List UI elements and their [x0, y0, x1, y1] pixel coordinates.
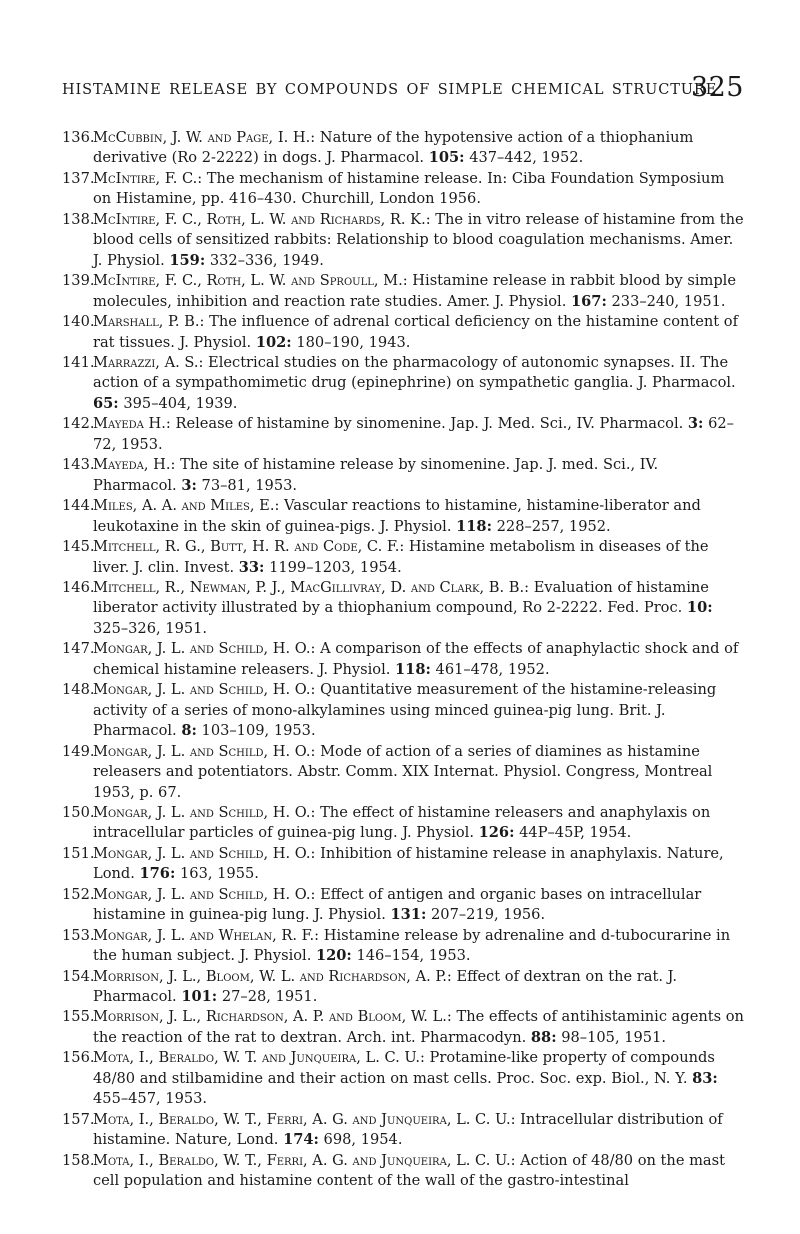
- reference-pages: 27–28, 1951.: [217, 988, 318, 1006]
- reference-pages: 461–478, 1952.: [430, 660, 550, 678]
- reference-text: Histamine release by adrenaline and d-tubocurarine in the human subject. J. Physiol.: [93, 926, 731, 965]
- reference-entry: [62, 885, 744, 926]
- reference-volume: 176:: [139, 865, 176, 883]
- reference-authors: Mongar, J. L. and Schild, H. O.:: [93, 742, 316, 760]
- reference-text: Quantitative measurement of the histamine-releasing activity of a series of mono-alkylamines using minced guinea-pig lung. Brit. J. Pharmacol.: [93, 681, 717, 740]
- reference-text: Histamine metabolism in diseases of the liver. J. clin. Invest.: [93, 538, 709, 576]
- reference-pages: 163, 1955.: [175, 865, 259, 883]
- reference-pages: 146–154, 1953.: [351, 947, 471, 965]
- reference-entry: [62, 1151, 744, 1192]
- reference-list: [62, 128, 744, 1192]
- reference-number: 157.: [62, 1110, 95, 1128]
- reference-entry: [62, 803, 744, 844]
- reference-authors: Mayeda H.:: [93, 415, 171, 433]
- reference-entry: [62, 967, 744, 1008]
- reference-text: A comparison of the effects of anaphylactic shock and of chemical histamine releasers. J. Physiol.: [93, 640, 739, 678]
- reference-pages: 698, 1954.: [318, 1131, 403, 1149]
- reference-text: Nature of the hypotensive action of a thiophanium derivative (Ro 2-2222) in dogs. J. Pharmacol.: [93, 129, 694, 167]
- reference-entry: [62, 1007, 744, 1048]
- reference-text: The site of histamine release by sinomenine. Jap. J. med. Sci., IV. Pharmacol.: [93, 456, 659, 494]
- reference-pages: 44P–45P, 1954.: [514, 824, 632, 842]
- reference-pages: 437–442, 1952.: [464, 149, 584, 167]
- reference-authors: Marrazzi, A. S.:: [93, 353, 204, 371]
- reference-authors: McIntire, F. C., Roth, L. W. and Sproull, M.:: [93, 272, 408, 290]
- running-title: HISTAMINE RELEASE BY COMPOUNDS OF SIMPLE CHEMICAL STRUCTURE: [62, 82, 718, 98]
- reference-text: Vascular reactions to histamine, histamine-liberator and leukotaxine in the skin of guinea-pigs. J. Physiol.: [93, 497, 701, 535]
- reference-number: 158.: [62, 1151, 95, 1169]
- reference-volume: 131:: [390, 906, 427, 924]
- reference-entry: [62, 353, 744, 414]
- reference-number: 155.: [62, 1008, 95, 1026]
- reference-entry: [62, 414, 744, 455]
- reference-authors: Mongar, J. L. and Schild, H. O.:: [93, 640, 316, 658]
- reference-number: 153.: [62, 926, 95, 944]
- running-header: [62, 72, 744, 108]
- reference-pages: 103–109, 1953.: [196, 722, 316, 740]
- reference-number: 145.: [62, 538, 95, 556]
- reference-authors: Mongar, J. L. and Schild, H. O.:: [93, 885, 316, 903]
- reference-authors: Mota, I., Beraldo, W. T., Ferri, A. G. and Junqueira, L. C. U.:: [93, 1110, 516, 1128]
- reference-number: 142.: [62, 415, 95, 433]
- reference-authors: McIntire, F. C.:: [93, 169, 203, 187]
- reference-volume: 126:: [478, 824, 515, 842]
- reference-entry: [62, 455, 744, 496]
- reference-authors: Mota, I., Beraldo, W. T., Ferri, A. G. and Junqueira, L. C. U.:: [93, 1151, 516, 1169]
- reference-entry: [62, 271, 744, 312]
- reference-pages: 207–219, 1956.: [426, 906, 546, 924]
- reference-entry: [62, 128, 744, 169]
- reference-pages: 325–326, 1951.: [93, 619, 208, 637]
- reference-entry: [62, 496, 744, 537]
- reference-volume: 83:: [692, 1069, 718, 1087]
- reference-text: Protamine-like property of compounds 48/80 and stilbamidine and their action on mast cells. Proc. Soc. exp. Biol., N. Y.: [93, 1049, 715, 1087]
- reference-authors: Marshall, P. B.:: [93, 313, 205, 331]
- reference-number: 151.: [62, 844, 95, 862]
- reference-number: 136.: [62, 129, 95, 146]
- reference-volume: 101:: [181, 988, 218, 1006]
- reference-number: 139.: [62, 272, 95, 290]
- reference-number: 137.: [62, 169, 95, 187]
- reference-pages: 455–457, 1953.: [93, 1090, 208, 1108]
- reference-entry: [62, 1110, 744, 1151]
- reference-authors: McIntire, F. C., Roth, L. W. and Richards, R. K.:: [93, 210, 431, 228]
- reference-text: Effect of antigen and organic bases on intracellular histamine in guinea-pig lung. J. Physiol.: [93, 885, 702, 924]
- reference-entry: [62, 578, 744, 639]
- reference-number: 148.: [62, 681, 95, 699]
- reference-volume: 159:: [169, 251, 206, 269]
- reference-text: Effect of dextran on the rat. J. Pharmacol.: [93, 967, 677, 1006]
- reference-entry: [62, 537, 744, 578]
- reference-number: 140.: [62, 313, 95, 331]
- reference-volume: 8:: [181, 722, 197, 740]
- reference-volume: 102:: [255, 333, 292, 351]
- reference-volume: 174:: [283, 1131, 319, 1149]
- reference-entry: [62, 639, 744, 680]
- reference-text: The effects of antihistaminic agents on the reaction of the rat to dextran. Arch. int. Pharmacodyn.: [93, 1008, 744, 1046]
- reference-pages: 98–105, 1951.: [556, 1028, 667, 1046]
- reference-text: Intracellular distribution of histamine. Nature, Lond.: [93, 1110, 723, 1149]
- reference-entry: [62, 926, 744, 967]
- reference-text: The influence of adrenal cortical deficiency on the histamine content of rat tissues. J. Physiol.: [93, 313, 738, 351]
- reference-volume: 118:: [395, 660, 431, 678]
- reference-entry: [62, 1048, 744, 1109]
- reference-authors: Mayeda, H.:: [93, 456, 176, 474]
- reference-pages: 180–190, 1943.: [291, 333, 411, 351]
- reference-authors: Mongar, J. L. and Schild, H. O.:: [93, 844, 316, 862]
- reference-volume: 167:: [571, 292, 607, 310]
- reference-number: 138.: [62, 210, 95, 228]
- reference-text: The in vitro release of histamine from the blood cells of sensitized rabbits: Relationship to blood coagulation mechanisms. Amer. J. Physiol.: [93, 210, 744, 269]
- reference-volume: 120:: [315, 947, 352, 965]
- reference-number: 154.: [62, 967, 95, 985]
- reference-volume: 3:: [181, 476, 197, 494]
- reference-text: Histamine release in rabbit blood by simple molecules, inhibition and reaction rate studies. Amer. J. Physiol.: [93, 272, 736, 310]
- reference-pages: 233–240, 1951.: [606, 292, 726, 310]
- reference-text: The effect of histamine releasers and anaphylaxis on intracellular particles of guinea-pig lung. J. Physiol.: [93, 803, 711, 842]
- reference-pages: 73–81, 1953.: [196, 476, 298, 494]
- reference-number: 143.: [62, 456, 95, 474]
- reference-number: 150.: [62, 803, 95, 821]
- reference-authors: Morrison, J. L., Bloom, W. L. and Richardson, A. P.:: [93, 967, 452, 985]
- reference-number: 144.: [62, 497, 95, 515]
- reference-number: 152.: [62, 885, 95, 903]
- reference-volume: 88:: [530, 1028, 557, 1046]
- reference-authors: Mongar, J. L. and Schild, H. O.:: [93, 803, 316, 821]
- reference-entry: [62, 210, 744, 271]
- reference-authors: Mongar, J. L. and Whelan, R. F.:: [93, 926, 320, 944]
- reference-text: Mode of action of a series of diamines as histamine releasers and potentiators. Abstr. Comm. XIX Internat. Physiol. Congress, Montreal 1953, p. 67.: [93, 742, 713, 801]
- reference-authors: McCubbin, J. W. and Page, I. H.:: [93, 129, 316, 146]
- reference-volume: 105:: [428, 149, 465, 167]
- reference-volume: 10:: [686, 599, 713, 617]
- reference-pages: 395–404, 1939.: [118, 394, 238, 412]
- reference-number: 149.: [62, 742, 95, 760]
- reference-authors: Mitchell, R., Newman, P. J., MacGillivray, D. and Clark, B. B.:: [93, 578, 530, 596]
- reference-volume: 33:: [238, 558, 265, 576]
- reference-volume: 3:: [687, 415, 704, 433]
- reference-text: Inhibition of histamine release in anaphylaxis. Nature, Lond.: [93, 844, 724, 883]
- reference-entry: [62, 680, 744, 741]
- reference-entry: [62, 169, 744, 210]
- reference-authors: Mitchell, R. G., Butt, H. R. and Code, C. F.:: [93, 538, 405, 556]
- reference-pages: 62–72, 1953.: [93, 415, 734, 453]
- reference-volume: 118:: [456, 517, 492, 535]
- reference-authors: Mota, I., Beraldo, W. T. and Junqueira, L. C. U.:: [93, 1049, 425, 1067]
- reference-entry: [62, 844, 744, 885]
- reference-authors: Mongar, J. L. and Schild, H. O.:: [93, 681, 316, 699]
- reference-entry: [62, 742, 744, 803]
- reference-pages: 332–336, 1949.: [205, 251, 324, 269]
- reference-authors: Morrison, J. L., Richardson, A. P. and Bloom, W. L.:: [93, 1008, 452, 1026]
- reference-number: 141.: [62, 353, 95, 371]
- reference-text: Evaluation of histamine liberator activity illustrated by a thiophanium compound, Ro 2-2222. Fed. Proc.: [93, 578, 709, 617]
- reference-authors: Miles, A. A. and Miles, E.:: [93, 497, 280, 515]
- reference-text: Release of histamine by sinomenine. Jap. J. Med. Sci., IV. Pharmacol.: [170, 415, 688, 433]
- reference-number: 156.: [62, 1049, 95, 1067]
- reference-pages: 228–257, 1952.: [491, 517, 611, 535]
- reference-number: 146.: [62, 578, 95, 596]
- reference-pages: 1199–1203, 1954.: [264, 558, 402, 576]
- reference-entry: [62, 312, 744, 353]
- reference-volume: 65:: [93, 394, 119, 412]
- reference-text: Electrical studies on the pharmacology of autonomic synapses. II. The action of a sympathomimetic drug (epinephrine) on sympathetic ganglia. J. Pharmacol.: [93, 353, 736, 392]
- reference-text: Action of 48/80 on the mast cell population and histamine content of the wall of the gastro-intestinal: [93, 1151, 725, 1190]
- reference-number: 147.: [62, 640, 95, 658]
- page-number: 325: [690, 72, 744, 103]
- reference-text: The mechanism of histamine release. In: Ciba Foundation Symposium on Histamine, pp. 416–430. Churchill, London 1956.: [93, 169, 725, 208]
